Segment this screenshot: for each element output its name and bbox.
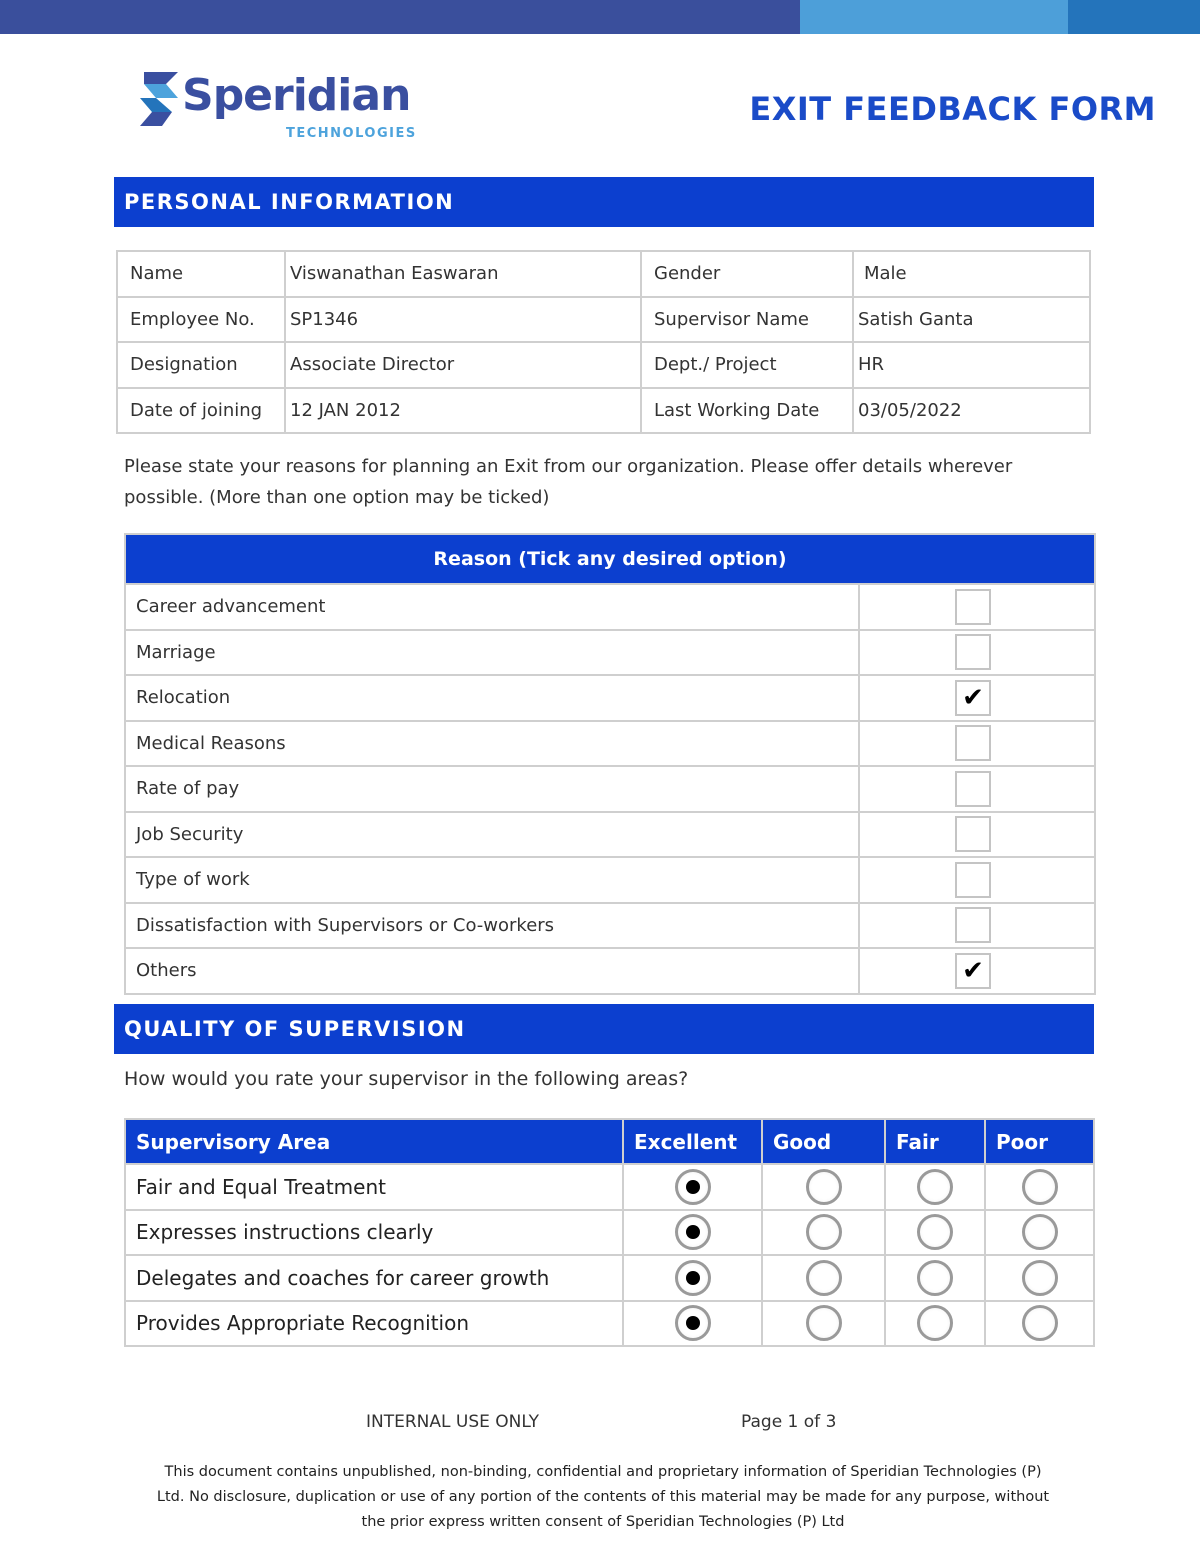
column-header-poor: Poor xyxy=(985,1119,1094,1164)
label-supervisor-name: Supervisor Name xyxy=(641,297,853,343)
value-last-working-date[interactable]: 03/05/2022 xyxy=(853,388,1090,434)
reason-label: Dissatisfaction with Supervisors or Co-workers xyxy=(125,903,859,949)
rating-radio-fair[interactable] xyxy=(917,1305,953,1341)
top-bar-segment-light xyxy=(800,0,1068,34)
supervisory-area-label: Expresses instructions clearly xyxy=(125,1210,623,1256)
top-bar-segment-dark xyxy=(0,0,800,34)
table-header-row xyxy=(125,534,1095,584)
reason-checkbox[interactable] xyxy=(955,725,991,761)
supervisory-area-label: Delegates and coaches for career growth xyxy=(125,1255,623,1301)
table-row xyxy=(125,857,1095,903)
table-row xyxy=(125,766,1095,812)
reason-label: Marriage xyxy=(125,630,859,676)
reasons-table xyxy=(124,533,1096,995)
table-header-row xyxy=(125,1119,1094,1164)
supervision-question: How would you rate your supervisor in the following areas? xyxy=(124,1068,689,1090)
reason-checkbox[interactable] xyxy=(955,862,991,898)
rating-radio-excellent[interactable] xyxy=(675,1260,711,1296)
table-row xyxy=(125,675,1095,721)
table-row xyxy=(117,388,1090,434)
table-row xyxy=(125,812,1095,858)
reasons-table-header: Reason (Tick any desired option) xyxy=(125,534,1095,584)
table-row xyxy=(125,584,1095,630)
column-header-excellent: Excellent xyxy=(623,1119,762,1164)
rating-radio-good[interactable] xyxy=(806,1214,842,1250)
column-header-good: Good xyxy=(762,1119,885,1164)
supervision-rating-table xyxy=(124,1118,1095,1347)
reason-label: Career advancement xyxy=(125,584,859,630)
rating-radio-good[interactable] xyxy=(806,1260,842,1296)
value-name[interactable]: Viswanathan Easwaran xyxy=(285,251,641,297)
label-last-working-date: Last Working Date xyxy=(641,388,853,434)
label-gender: Gender xyxy=(641,251,853,297)
label-date-of-joining: Date of joining xyxy=(117,388,285,434)
table-row xyxy=(125,721,1095,767)
value-supervisor-name[interactable]: Satish Ganta xyxy=(853,297,1090,343)
column-header-fair: Fair xyxy=(885,1119,985,1164)
reason-label: Relocation xyxy=(125,675,859,721)
label-employee-no: Employee No. xyxy=(117,297,285,343)
reason-checkbox[interactable] xyxy=(955,589,991,625)
top-color-bar xyxy=(0,0,1200,34)
label-dept-project: Dept./ Project xyxy=(641,342,853,388)
legal-line-2: Ltd. No disclosure, duplication or use of any portion of the contents of this material may be made for any purpose, without xyxy=(156,1489,1050,1505)
section-quality-of-supervision: QUALITY OF SUPERVISION xyxy=(114,1004,1094,1054)
reason-checkbox[interactable] xyxy=(955,907,991,943)
legal-line-3: the prior express written consent of Speridian Technologies (P) Ltd xyxy=(361,1514,845,1530)
table-row xyxy=(125,948,1095,994)
table-row xyxy=(125,1164,1094,1210)
reason-label: Type of work xyxy=(125,857,859,903)
table-row xyxy=(125,1255,1094,1301)
logo-subtitle: TECHNOLOGIES xyxy=(286,126,417,141)
table-row xyxy=(125,1210,1094,1256)
value-date-of-joining[interactable]: 12 JAN 2012 xyxy=(285,388,641,434)
rating-radio-poor[interactable] xyxy=(1022,1305,1058,1341)
rating-radio-good[interactable] xyxy=(806,1305,842,1341)
reason-label: Job Security xyxy=(125,812,859,858)
reason-checkbox[interactable]: ✔ xyxy=(955,953,991,989)
reasons-intro-line-1: Please state your reasons for planning an Exit from our organization. Please offer details wherever xyxy=(124,456,1013,477)
table-row xyxy=(117,297,1090,343)
table-row xyxy=(117,251,1090,297)
rating-radio-excellent[interactable] xyxy=(675,1169,711,1205)
reason-label: Others xyxy=(125,948,859,994)
value-gender[interactable]: Male xyxy=(853,251,1090,297)
value-employee-no[interactable]: SP1346 xyxy=(285,297,641,343)
top-bar-segment-mid xyxy=(1068,0,1200,34)
table-row xyxy=(125,630,1095,676)
reasons-intro xyxy=(124,451,1094,513)
rating-radio-poor[interactable] xyxy=(1022,1260,1058,1296)
rating-radio-fair[interactable] xyxy=(917,1214,953,1250)
legal-disclaimer xyxy=(118,1460,1088,1535)
reasons-intro-line-2: possible. (More than one option may be ticked) xyxy=(124,487,550,508)
rating-radio-poor[interactable] xyxy=(1022,1169,1058,1205)
rating-radio-excellent[interactable] xyxy=(675,1214,711,1250)
footer-page-number: Page 1 of 3 xyxy=(741,1412,837,1432)
table-row xyxy=(125,1301,1094,1347)
table-row xyxy=(125,903,1095,949)
legal-line-1: This document contains unpublished, non-binding, confidential and proprietary information of Speridian Technologies (P) xyxy=(164,1464,1042,1480)
label-designation: Designation xyxy=(117,342,285,388)
reason-label: Medical Reasons xyxy=(125,721,859,767)
rating-radio-fair[interactable] xyxy=(917,1260,953,1296)
footer-internal-use: INTERNAL USE ONLY xyxy=(366,1412,539,1432)
reason-checkbox[interactable] xyxy=(955,634,991,670)
reason-label: Rate of pay xyxy=(125,766,859,812)
rating-radio-excellent[interactable] xyxy=(675,1305,711,1341)
reason-checkbox[interactable] xyxy=(955,771,991,807)
company-logo xyxy=(138,68,438,148)
reason-checkbox[interactable] xyxy=(955,816,991,852)
logo-wordmark: Speridian xyxy=(182,70,411,121)
column-header-area: Supervisory Area xyxy=(125,1119,623,1164)
section-personal-information: PERSONAL INFORMATION xyxy=(114,177,1094,227)
rating-radio-fair[interactable] xyxy=(917,1169,953,1205)
table-row xyxy=(117,342,1090,388)
supervisory-area-label: Fair and Equal Treatment xyxy=(125,1164,623,1210)
form-title: EXIT FEEDBACK FORM xyxy=(749,90,1156,128)
value-dept-project[interactable]: HR xyxy=(853,342,1090,388)
logo-mark-icon xyxy=(138,70,184,130)
reason-checkbox[interactable]: ✔ xyxy=(955,680,991,716)
label-name: Name xyxy=(117,251,285,297)
personal-info-table xyxy=(116,250,1091,434)
supervisory-area-label: Provides Appropriate Recognition xyxy=(125,1301,623,1347)
rating-radio-poor[interactable] xyxy=(1022,1214,1058,1250)
value-designation[interactable]: Associate Director xyxy=(285,342,641,388)
rating-radio-good[interactable] xyxy=(806,1169,842,1205)
